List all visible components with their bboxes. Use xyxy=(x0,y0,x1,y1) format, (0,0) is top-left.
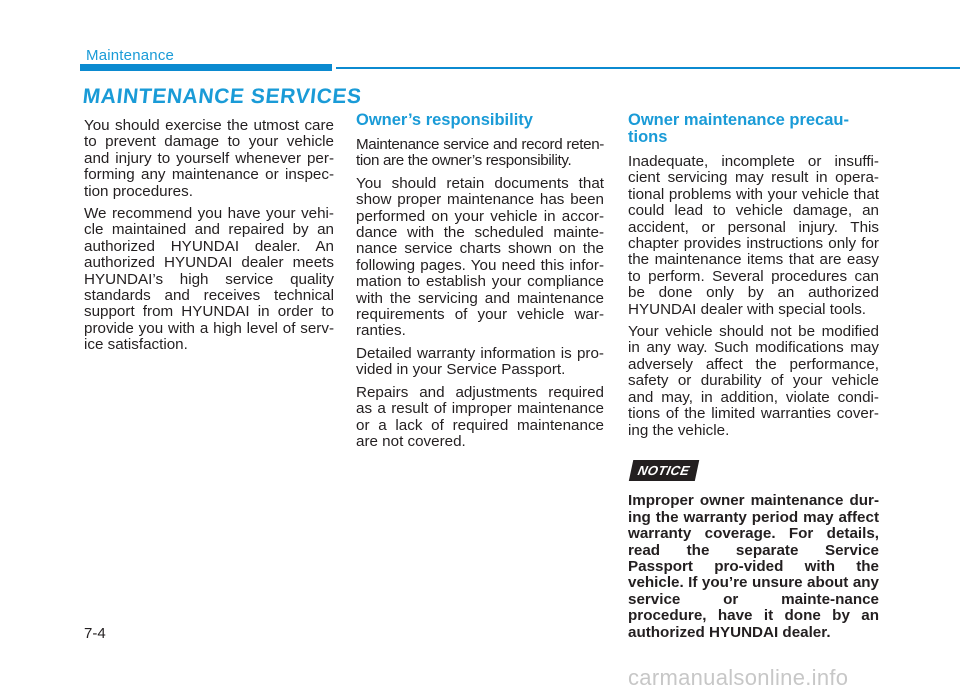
header-rule-thin xyxy=(336,67,960,69)
notice-badge: NOTICE xyxy=(629,460,699,481)
column-3 xyxy=(628,112,879,647)
header-rule-thick xyxy=(80,64,332,71)
column-2 xyxy=(356,112,604,456)
section-heading-maintenance-precautions: Owner maintenance precau-tions xyxy=(628,111,849,146)
paragraph: Repairs and adjustments required as a result of improper maintenance or a lack of required maintenance are not covered. xyxy=(356,383,604,450)
page-title: MAINTENANCE SERVICES xyxy=(81,85,363,108)
paragraph: Inadequate, incomplete or insuffi-cient servicing may result in opera-tional problems with your vehicle that could lead to vehicle damage, an accident, or personal injury. This chapter provides instructions only for the maintenance items that are easy to perform. Several procedures can be done only by an authorized HYUNDAI dealer with special tools. xyxy=(628,153,879,318)
paragraph: We recommend you have your vehi-cle maintained and repaired by an authorized HYUNDAI dealer. An authorized HYUNDAI dealer meets HYUNDAI’s high service quality standards and receives technical support from HYUNDAI in order to provide you with a high level of serv-ice satisfaction. xyxy=(84,205,334,354)
column-1 xyxy=(84,118,334,360)
paragraph: You should exercise the utmost care to prevent damage to your vehicle and injury to yourself whenever per-forming any maintenance or inspec-tion procedures. xyxy=(84,117,334,200)
notice-text: Improper owner maintenance dur-ing the warranty period may affect warranty coverage. For details, read the separate Service Passport pro-vided with the vehicle. If you’re unsure about any service or mainte-nance procedure, have it done by an authorized HYUNDAI dealer. xyxy=(628,492,879,641)
paragraph: Detailed warranty information is pro-vided in your Service Passport. xyxy=(356,344,604,379)
page-number: 7-4 xyxy=(84,625,106,642)
watermark: carmanualsonline.info xyxy=(628,665,849,690)
paragraph: You should retain documents that show proper maintenance has been performed on your vehicle in accor-dance with the scheduled mainte-nance service charts shown on the following pages. You need this infor-mation to establish your compliance with the servicing and maintenance requirements of your vehicle war-ranties. xyxy=(356,174,604,340)
paragraph: Maintenance service and record reten-tion are the owner’s responsibility. xyxy=(356,136,604,170)
section-heading-owner-responsibility: Owner’s responsibility xyxy=(356,111,533,129)
section-label: Maintenance xyxy=(86,47,175,64)
paragraph: Your vehicle should not be modified in any way. Such modifications may adversely affect the performance, safety or durability of your vehicle and may, in addition, violate condi-tions of the limited warranties cover-ing the vehicle. xyxy=(628,323,879,439)
